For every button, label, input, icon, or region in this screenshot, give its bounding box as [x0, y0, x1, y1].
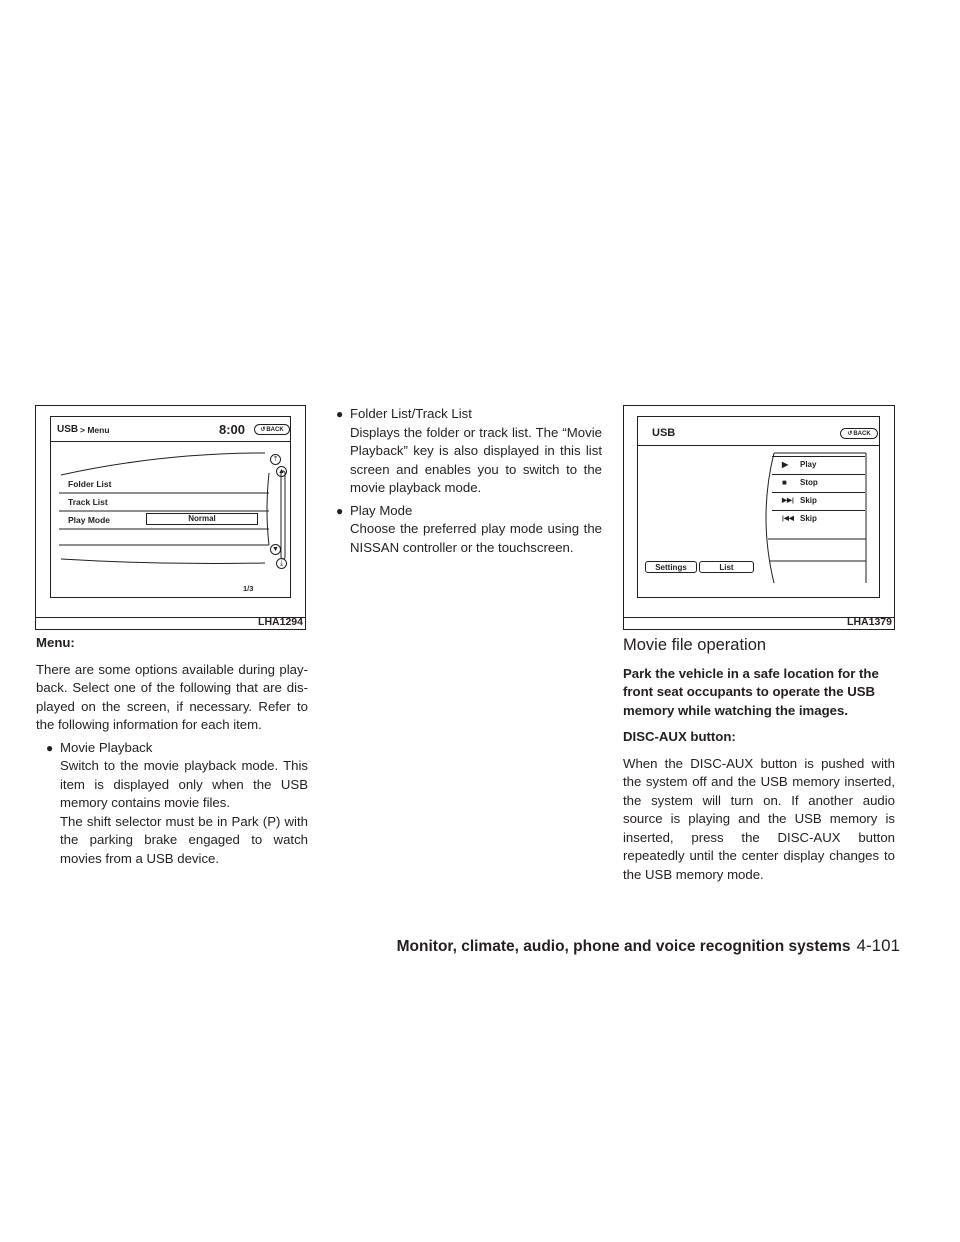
bullet-title: Folder List/Track List — [350, 406, 472, 421]
bullet-title: Movie Playback — [60, 739, 153, 755]
bullet-text: Choose the preferred play mode using the NISSAN controller or the touchscreen. — [350, 521, 602, 555]
bullet-text: Switch to the movie playback mode. This item is displayed only when the USB memory contains movie files. — [60, 758, 308, 810]
control-play-button[interactable] — [772, 456, 865, 473]
bullet-icon: ● — [336, 503, 344, 518]
bullet-icon: ● — [336, 407, 344, 421]
bullet-play-mode — [336, 502, 602, 558]
control-label: Stop — [800, 478, 818, 487]
usb-menu-screen — [50, 416, 291, 598]
page-footer — [397, 936, 900, 956]
control-label: Play — [800, 460, 817, 469]
menu-item-track-list[interactable]: Track List — [68, 497, 108, 507]
figure-label: LHA1379 — [847, 616, 892, 628]
stop-icon: ■ — [782, 478, 787, 487]
page-number: 4-101 — [856, 936, 900, 955]
settings-button-label: Settings — [655, 562, 687, 572]
column-2 — [336, 405, 602, 557]
control-skip-back-button[interactable] — [772, 510, 865, 527]
bullet-title: Play Mode — [350, 502, 413, 518]
control-skip-forward-button[interactable] — [772, 492, 865, 509]
back-button-label: BACK — [266, 426, 284, 433]
back-arrow-icon: ↺ — [260, 427, 266, 433]
menu-item-play-mode[interactable]: Play Mode — [68, 515, 111, 525]
skip-back-icon: |◀◀ — [782, 515, 794, 522]
settings-button[interactable] — [645, 561, 697, 573]
section-title: Movie file operation — [623, 636, 767, 654]
skip-forward-icon: ▶▶| — [782, 497, 794, 504]
control-label: Skip — [800, 496, 817, 505]
bullet-folder-track-list — [336, 405, 602, 498]
bullet-text: Displays the folder or track list. The “Movie Playback” key is also displayed in this list screen and enables you to switch to the movie playback mode. — [350, 424, 602, 495]
control-label: Skip — [800, 514, 817, 523]
screen-header-usb: USB — [57, 424, 79, 435]
menu-item-folder-list[interactable]: Folder List — [68, 479, 112, 489]
column-1 — [36, 634, 308, 868]
scroll-down-icon[interactable]: ▼ — [270, 544, 281, 555]
figure-usb-menu — [35, 405, 306, 630]
play-icon: ▶ — [782, 460, 789, 469]
bullet-text: The shift selector must be in Park (P) with the parking brake engaged to watch movies from a USB device. — [60, 813, 308, 866]
scroll-up-icon[interactable]: ▲ — [276, 466, 287, 477]
page-indicator: 1/3 — [243, 584, 254, 593]
screen-header-crumb: > Menu — [80, 425, 110, 435]
bullet-icon: ● — [46, 740, 54, 755]
bullet-movie-playback — [46, 739, 308, 869]
screen-header-usb: USB — [652, 427, 676, 439]
menu-list-lines — [51, 417, 292, 599]
subheading: DISC-AUX button: — [623, 729, 736, 744]
control-stop-button[interactable] — [772, 474, 865, 491]
column-3 — [623, 636, 895, 884]
play-mode-value: Normal — [188, 514, 216, 523]
list-button-label: List — [719, 562, 734, 572]
footer-section: Monitor, climate, audio, phone and voice recognition systems — [396, 938, 851, 955]
back-button-label: BACK — [853, 430, 871, 437]
scroll-bottom-icon[interactable]: ⤓ — [276, 558, 287, 569]
scroll-top-icon[interactable]: ⤒ — [270, 454, 281, 465]
play-mode-value-box[interactable] — [146, 513, 258, 525]
body-text: When the DISC-AUX button is pushed with the system off and the USB memory inserted, the system will turn on. If another audio source is playing and the USB memory is inserted, press the DISC-AUX button repeatedly until the center display changes to the USB memory mode. — [623, 755, 895, 882]
list-button[interactable] — [699, 561, 754, 573]
menu-heading: Menu: — [36, 635, 75, 650]
figure-label: LHA1294 — [258, 616, 303, 628]
warning-text: Park the vehicle in a safe location for the front seat occupants to operate the USB memory while watching the images. — [623, 665, 879, 718]
back-arrow-icon: ↺ — [847, 431, 853, 437]
menu-intro: There are some options available during play-back. Select one of the following that are dis-played on the screen, if necessary. Refer to the following information for each item. — [36, 661, 308, 732]
screen-header-time: 8:00 — [219, 422, 246, 437]
